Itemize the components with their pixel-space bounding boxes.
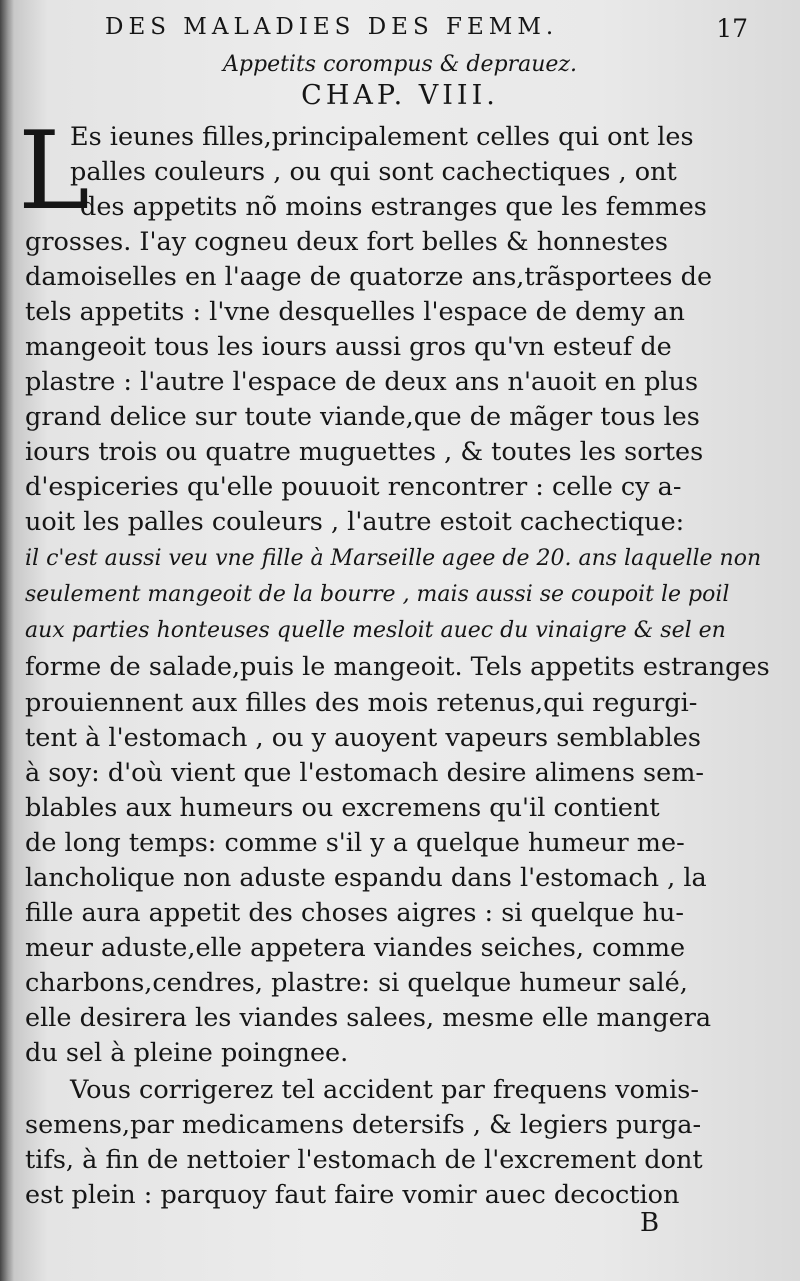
- text-line: tifs, à fin de nettoier l'estomach de l'excrement dont: [25, 1145, 703, 1175]
- text-line: forme de salade,puis le mangeoit. Tels appetits estranges: [25, 652, 770, 682]
- running-head: DES MALADIES DES FEMM.: [105, 14, 559, 40]
- text-line: meur aduste,elle appetera viandes seiches, comme: [25, 933, 686, 963]
- text-line: lancholique non aduste espandu dans l'estomach , la: [25, 863, 707, 893]
- text-line: semens,par medicamens detersifs , & legiers purga-: [25, 1110, 702, 1140]
- chapter-number: CHAP. VIII.: [301, 80, 499, 111]
- text-line: charbons,cendres, plastre: si quelque humeur salé,: [25, 968, 688, 998]
- page-number: 17: [716, 14, 748, 43]
- italic-text-line: aux parties honteuses quelle mesloit auec du vinaigre & sel en: [25, 618, 726, 643]
- text-line: de long temps: comme s'il y a quelque humeur me-: [25, 828, 685, 858]
- text-line: uoit les palles couleurs , l'autre estoit cachectique:: [25, 507, 685, 537]
- text-line: fille aura appetit des choses aigres : si quelque hu-: [25, 898, 684, 928]
- text-line: plastre : l'autre l'espace de deux ans n'auoit en plus: [25, 367, 699, 397]
- text-line: Es ieunes filles,principalement celles qui ont les: [70, 122, 694, 152]
- chapter-title: Appetits corompus & deprauez.: [223, 52, 577, 77]
- italic-text-line: il c'est aussi veu vne fille à Marseille agee de 20. ans laquelle non: [25, 546, 762, 571]
- text-line: iours trois ou quatre muguettes , & toutes les sortes: [25, 437, 704, 467]
- text-line: Vous corrigerez tel accident par frequens vomis-: [70, 1075, 699, 1105]
- signature-mark: B: [640, 1208, 660, 1238]
- text-line: des appetits nõ moins estranges que les femmes: [80, 192, 707, 222]
- text-line: damoiselles en l'aage de quatorze ans,trãsportees de: [25, 262, 713, 292]
- italic-text-line: seulement mangeoit de la bourre , mais aussi se coupoit le poil: [25, 582, 730, 607]
- binding-shadow: [0, 0, 14, 1281]
- text-line: grand delice sur toute viande,que de mãger tous les: [25, 402, 700, 432]
- text-line: du sel à pleine poingnee.: [25, 1038, 349, 1068]
- text-line: est plein : parquoy faut faire vomir auec decoction: [25, 1180, 680, 1210]
- text-line: d'espiceries qu'elle pouuoit rencontrer : celle cy a-: [25, 472, 682, 502]
- text-line: grosses. I'ay cogneu deux fort belles & honnestes: [25, 227, 668, 257]
- drop-cap: L: [18, 109, 90, 234]
- text-line: mangeoit tous les iours aussi gros qu'vn esteuf de: [25, 332, 672, 362]
- text-line: palles couleurs , ou qui sont cachectiques , ont: [70, 157, 677, 187]
- text-line: blables aux humeurs ou excremens qu'il contient: [25, 793, 660, 823]
- text-line: prouiennent aux filles des mois retenus,qui regurgi-: [25, 688, 698, 718]
- text-line: à soy: d'où vient que l'estomach desire alimens sem-: [25, 758, 704, 788]
- text-line: elle desirera les viandes salees, mesme elle mangera: [25, 1003, 712, 1033]
- text-line: tels appetits : l'vne desquelles l'espace de demy an: [25, 297, 685, 327]
- text-line: tent à l'estomach , ou y auoyent vapeurs semblables: [25, 723, 701, 753]
